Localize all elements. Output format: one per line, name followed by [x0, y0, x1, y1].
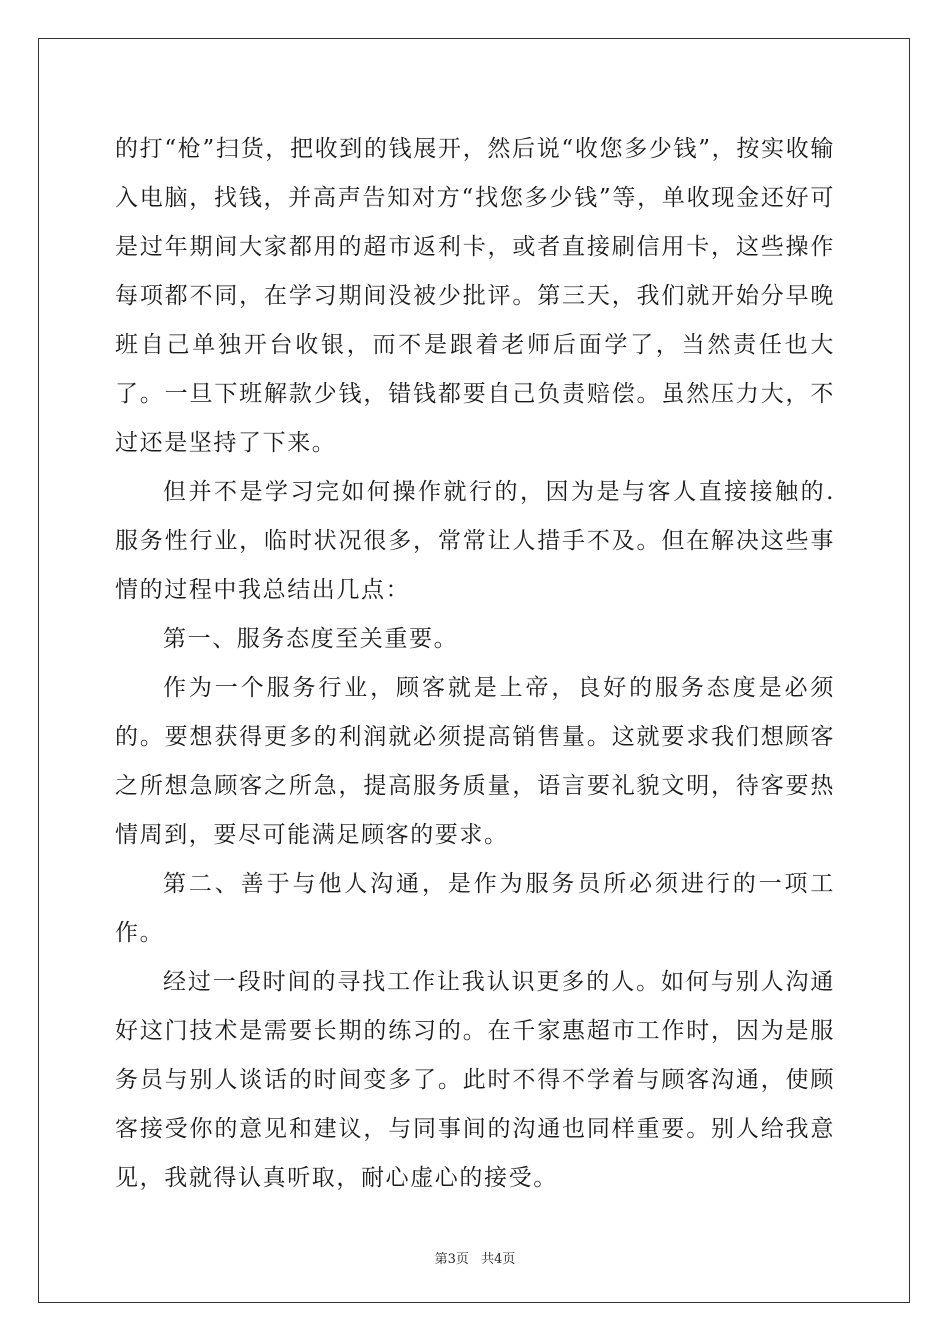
page-number-current: 第3页 [434, 1252, 469, 1267]
heading-point-one: 第一、服务态度至关重要。 [163, 626, 459, 652]
paragraph-customer-contact: 但并不是学习完如何操作就行的，因为是与客人直接接触的.服务性行业，临时状况很多，常常让人措手不及。但在解决这些事情的过程中我总结出几点： [115, 479, 835, 603]
paragraph-service-attitude: 作为一个服务行业，顾客就是上帝，良好的服务态度是必须的。要想获得更多的利润就必须提高销售量。这就要求我们想顾客之所想急顾客之所急，提高服务质量，语言要礼貌文明，待客要热情周到，要尽可能满足顾客的要求。 [115, 675, 835, 848]
heading-point-two: 第二、善于与他人沟通，是作为服务员所必须进行的一项工作。 [115, 871, 835, 946]
document-body [115, 125, 835, 1203]
paragraph-communication: 经过一段时间的寻找工作让我认识更多的人。如何与别人沟通好这门技术是需要长期的练习的。在千家惠超市工作时，因为是服务员与别人谈话的时间变多了。此时不得不学着与顾客沟通，使顾客接受你的意见和建议，与同事间的沟通也同样重要。别人给我意见，我就得认真听取，耐心虚心的接受。 [115, 969, 835, 1191]
page-footer [0, 1248, 950, 1267]
paragraph-continuation: 的打“枪”扫货，把收到的钱展开，然后说“收您多少钱”，按实收输入电脑，找钱，并高声告知对方“找您多少钱”等，单收现金还好可是过年期间大家都用的超市返利卡，或者直接刷信用卡，这些操作每项都不同，在学习期间没被少批评。第三天，我们就开始分早晚班自己单独开台收银，而不是跟着老师后面学了，当然责任也大了。一旦下班解款少钱，错钱都要自己负责赔偿。虽然压力大，不过还是坚持了下来。 [115, 136, 835, 456]
page-number-total: 共4页 [481, 1252, 516, 1267]
